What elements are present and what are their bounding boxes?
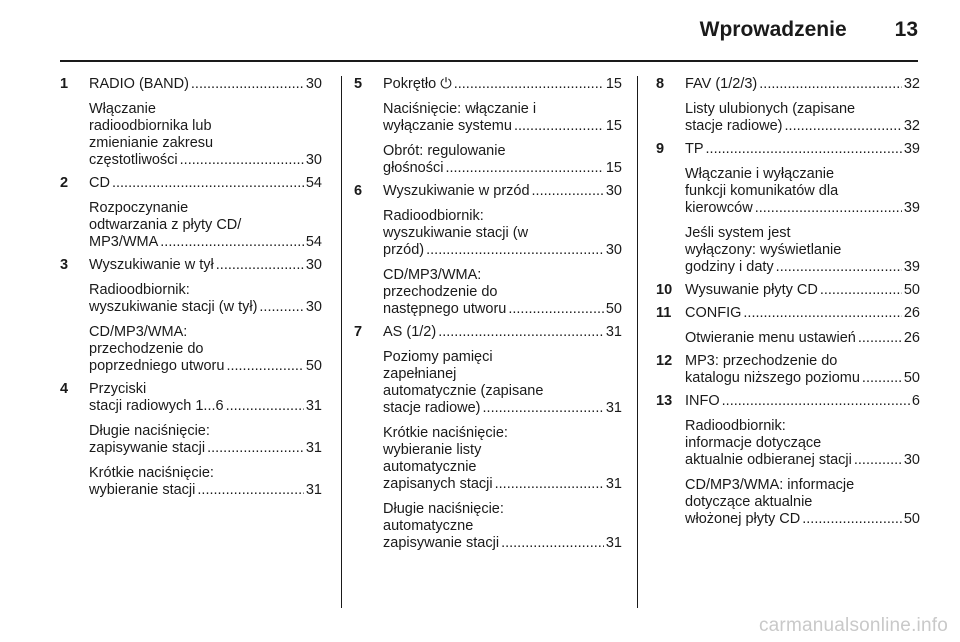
page-reference: 30 [305, 299, 322, 315]
entry-label: następnego utworu [383, 301, 507, 317]
dot-leader [483, 400, 604, 417]
entry-label: Pokrętło ⏻ [383, 76, 452, 92]
entry-label: stacje radiowe) [383, 400, 481, 416]
column-divider [341, 76, 342, 608]
page-reference-row [383, 183, 622, 200]
entry-text-line: Krótkie naciśnięcie: [89, 465, 214, 481]
entry-text-line: Radioodbiornik: [89, 282, 190, 298]
page-reference: 30 [305, 76, 322, 92]
dot-leader [160, 234, 304, 251]
entry-block [383, 501, 622, 552]
entry-content [89, 175, 322, 251]
page-reference-row [89, 358, 322, 375]
entry-text-line: wyłączony: wyświetlanie [685, 242, 842, 258]
page-reference-row [383, 400, 622, 417]
entry-text-line: Obrót: regulowanie [383, 143, 506, 159]
page-reference-row [685, 76, 920, 93]
index-entry [354, 76, 622, 177]
page-reference: 31 [305, 440, 322, 456]
entry-number: 6 [354, 183, 363, 199]
entry-label: RADIO (BAND) [89, 76, 189, 92]
entry-text-line: Poziomy pamięci [383, 349, 493, 365]
page-reference-row [685, 282, 920, 299]
page-reference-row [89, 76, 322, 93]
entry-number: 3 [60, 257, 69, 273]
page-reference-row [685, 141, 920, 158]
page-reference-row [685, 452, 920, 469]
entry-label: Otwieranie menu ustawień [685, 330, 856, 346]
entry-text-line: automatycznie [383, 459, 477, 475]
entry-text-line: dotyczące aktualnie [685, 494, 813, 510]
entry-block [89, 175, 322, 192]
entry-text-line: Radioodbiornik: [383, 208, 484, 224]
entry-block [89, 381, 322, 415]
entry-text-line: Naciśnięcie: włączanie i [383, 101, 537, 117]
entry-number: 1 [60, 76, 69, 92]
entry-block [89, 282, 322, 316]
entry-text-line: przechodzenie do [89, 341, 204, 357]
dot-leader [508, 301, 604, 318]
dot-leader [743, 305, 901, 322]
entry-label: włożonej płyty CD [685, 511, 801, 527]
entry-block [89, 324, 322, 375]
dot-leader [722, 393, 910, 410]
index-entry [354, 324, 622, 552]
page-reference: 26 [903, 330, 920, 346]
page-reference: 50 [903, 282, 920, 298]
entry-label: CONFIG [685, 305, 742, 321]
dot-leader [180, 152, 304, 169]
page-reference-row [89, 482, 322, 499]
entry-text-line: Jeśli system jest [685, 225, 791, 241]
entry-text-line: zapełnianej [383, 366, 457, 382]
column-1 [60, 76, 322, 505]
page-reference: 31 [305, 398, 322, 414]
dot-leader [759, 76, 902, 93]
dot-leader [755, 200, 902, 217]
entry-block [89, 257, 322, 274]
page-reference-row [383, 301, 622, 318]
index-entry [354, 183, 622, 318]
entry-block [89, 76, 322, 93]
entry-label: wyszukiwanie stacji (w tył) [89, 299, 258, 315]
entry-label: Wyszukiwanie w tył [89, 257, 214, 273]
dot-leader [197, 482, 303, 499]
entry-text-line: odtwarzania z płyty CD/ [89, 217, 242, 233]
entry-label: aktualnie odbieranej stacji [685, 452, 852, 468]
entry-block [89, 465, 322, 499]
column-2 [354, 76, 622, 558]
entry-content [383, 324, 622, 552]
entry-block [685, 282, 920, 299]
dot-leader [226, 398, 304, 415]
page-title: Wprowadzenie [699, 18, 847, 41]
page-reference: 30 [903, 452, 920, 468]
entry-content [383, 183, 622, 318]
index-entry [656, 353, 920, 387]
entry-block [685, 393, 920, 410]
entry-block [685, 330, 920, 347]
entry-content [685, 353, 920, 387]
dot-leader [426, 242, 604, 259]
entry-block [383, 425, 622, 493]
page-reference: 15 [605, 160, 622, 176]
entry-label: wyłączanie systemu [383, 118, 512, 134]
page-number: 13 [894, 18, 918, 41]
entry-text-line: Włączanie i wyłączanie [685, 166, 835, 182]
entry-text-line: Włączanie [89, 101, 156, 117]
entry-block [685, 477, 920, 528]
dot-leader [216, 257, 304, 274]
page-reference-row [685, 305, 920, 322]
index-entry [60, 381, 322, 499]
entry-label: Wyszukiwanie w przód [383, 183, 530, 199]
entry-content [89, 257, 322, 375]
dot-leader [259, 299, 303, 316]
index-entry [60, 257, 322, 375]
entry-label: wybieranie stacji [89, 482, 196, 498]
entry-label: zapisanych stacji [383, 476, 493, 492]
entry-block [685, 418, 920, 469]
index-entry [60, 76, 322, 169]
entry-block [383, 101, 622, 135]
entry-label: TP [685, 141, 704, 157]
page-reference-row [89, 175, 322, 192]
entry-block [383, 324, 622, 341]
entry-block [383, 183, 622, 200]
entry-text-line: CD/MP3/WMA: [89, 324, 188, 340]
column-3 [656, 76, 920, 534]
dot-leader [858, 330, 902, 347]
page-reference-row [89, 152, 322, 169]
page-reference: 15 [605, 76, 622, 92]
entry-block [383, 143, 622, 177]
entry-text-line: zmienianie zakresu [89, 135, 214, 151]
entry-number: 13 [656, 393, 673, 409]
page-reference: 54 [305, 175, 322, 191]
page-reference: 26 [903, 305, 920, 321]
entry-content [685, 393, 920, 528]
dot-leader [501, 535, 604, 552]
entry-number: 10 [656, 282, 673, 298]
page-reference: 31 [605, 400, 622, 416]
page-reference-row [383, 324, 622, 341]
entry-block [383, 349, 622, 417]
page-reference: 6 [911, 393, 920, 409]
index-entry [656, 76, 920, 135]
page-reference-row [383, 535, 622, 552]
dot-leader [706, 141, 902, 158]
dot-leader [112, 175, 304, 192]
header-rule [60, 60, 918, 62]
entry-text-line: CD/MP3/WMA: informacje [685, 477, 855, 493]
column-divider [637, 76, 638, 608]
entry-block [685, 101, 920, 135]
entry-block [685, 225, 920, 276]
index-entry [60, 175, 322, 251]
entry-block [383, 267, 622, 318]
entry-block [383, 76, 622, 93]
entry-label: godziny i daty [685, 259, 774, 275]
page-reference: 54 [305, 234, 322, 250]
page-reference: 39 [903, 141, 920, 157]
page-reference: 30 [305, 152, 322, 168]
page-reference: 39 [903, 200, 920, 216]
entry-number: 12 [656, 353, 673, 369]
page-reference-row [383, 476, 622, 493]
entry-label: MP3/WMA [89, 234, 159, 250]
entry-content [89, 381, 322, 499]
index-entry [656, 141, 920, 276]
entry-content [685, 305, 920, 347]
entry-text-line: przechodzenie do [383, 284, 498, 300]
entry-text-line: radioodbiornika lub [89, 118, 212, 134]
entry-block [685, 141, 920, 158]
entry-text-line: wybieranie listy [383, 442, 482, 458]
dot-leader [820, 282, 902, 299]
entry-number: 5 [354, 76, 363, 92]
entry-label: częstotliwości [89, 152, 178, 168]
entry-text-line: Listy ulubionych (zapisane [685, 101, 856, 117]
dot-leader [191, 76, 304, 93]
page-header [0, 18, 918, 42]
entry-label: zapisywanie stacji [89, 440, 206, 456]
entry-number: 11 [656, 305, 672, 321]
page-reference: 30 [605, 242, 622, 258]
page-reference: 31 [305, 482, 322, 498]
entry-text-line: CD/MP3/WMA: [383, 267, 482, 283]
page-reference-row [685, 370, 920, 387]
page-reference: 30 [605, 183, 622, 199]
dot-leader [802, 511, 902, 528]
entry-block [89, 101, 322, 169]
page-reference-row [89, 234, 322, 251]
page-reference-row [685, 393, 920, 410]
entry-block [685, 353, 920, 387]
entry-label: Wysuwanie płyty CD [685, 282, 818, 298]
dot-leader [438, 324, 604, 341]
page-reference: 50 [305, 358, 322, 374]
page-reference: 50 [903, 370, 920, 386]
page-reference-row [685, 118, 920, 135]
page-reference-row [685, 330, 920, 347]
entry-text-line: wyszukiwanie stacji (w [383, 225, 529, 241]
dot-leader [226, 358, 303, 375]
dot-leader [532, 183, 604, 200]
entry-block [685, 305, 920, 322]
entry-label: FAV (1/2/3) [685, 76, 758, 92]
page-reference-row [89, 398, 322, 415]
entry-number: 8 [656, 76, 665, 92]
entry-block [685, 166, 920, 217]
entry-label: INFO [685, 393, 720, 409]
page-reference: 30 [305, 257, 322, 273]
entry-text-line: Długie naciśnięcie: [383, 501, 504, 517]
entry-label: głośności [383, 160, 444, 176]
entry-content [685, 282, 920, 299]
entry-label: stacje radiowe) [685, 118, 783, 134]
page-reference: 39 [903, 259, 920, 275]
dot-leader [445, 160, 603, 177]
page-reference-row [383, 242, 622, 259]
entry-content [685, 141, 920, 276]
dot-leader [854, 452, 902, 469]
entry-number: 4 [60, 381, 69, 397]
entry-label: AS (1/2) [383, 324, 437, 340]
entry-text-line: Przyciski [89, 381, 147, 397]
dot-leader [785, 118, 902, 135]
entry-text-line: Radioodbiornik: [685, 418, 786, 434]
dot-leader [776, 259, 902, 276]
entry-text-line: MP3: przechodzenie do [685, 353, 838, 369]
entry-label: katalogu niższego poziomu [685, 370, 860, 386]
page-reference: 31 [605, 535, 622, 551]
entry-label: stacji radiowych 1...6 [89, 398, 224, 414]
page-reference-row [685, 259, 920, 276]
index-entry [656, 282, 920, 299]
entry-number: 9 [656, 141, 665, 157]
entry-text-line: Długie naciśnięcie: [89, 423, 210, 439]
entry-content [685, 76, 920, 135]
watermark: carmanualsonline.info [758, 615, 948, 636]
entry-label: przód) [383, 242, 425, 258]
page-reference: 50 [605, 301, 622, 317]
dot-leader [454, 76, 604, 93]
page-reference-row [89, 440, 322, 457]
entry-content [89, 76, 322, 169]
entry-block [89, 423, 322, 457]
page-reference-row [685, 200, 920, 217]
page-reference-row [383, 160, 622, 177]
entry-number: 2 [60, 175, 69, 191]
index-entry [656, 305, 920, 347]
entry-block [89, 200, 322, 251]
page-reference: 31 [605, 324, 622, 340]
entry-block [383, 208, 622, 259]
entry-content [383, 76, 622, 177]
page-reference: 32 [903, 76, 920, 92]
dot-leader [495, 476, 604, 493]
entry-label: CD [89, 175, 110, 191]
entry-label: poprzedniego utworu [89, 358, 225, 374]
entry-label: zapisywanie stacji [383, 535, 500, 551]
page-reference: 15 [605, 118, 622, 134]
dot-leader [862, 370, 902, 387]
page-reference: 32 [903, 118, 920, 134]
entry-text-line: automatycznie (zapisane [383, 383, 544, 399]
dot-leader [514, 118, 604, 135]
page-reference: 50 [903, 511, 920, 527]
entry-text-line: Krótkie naciśnięcie: [383, 425, 508, 441]
page-reference-row [89, 299, 322, 316]
entry-text-line: funkcji komunikatów dla [685, 183, 839, 199]
page-reference-row [383, 76, 622, 93]
entry-label: kierowców [685, 200, 753, 216]
page-reference-row [685, 511, 920, 528]
entry-number: 7 [354, 324, 363, 340]
entry-text-line: automatyczne [383, 518, 474, 534]
page-reference-row [383, 118, 622, 135]
index-entry [656, 393, 920, 528]
entry-block [685, 76, 920, 93]
page-reference-row [89, 257, 322, 274]
page-reference: 31 [605, 476, 622, 492]
entry-text-line: informacje dotyczące [685, 435, 822, 451]
entry-text-line: Rozpoczynanie [89, 200, 189, 216]
dot-leader [207, 440, 304, 457]
